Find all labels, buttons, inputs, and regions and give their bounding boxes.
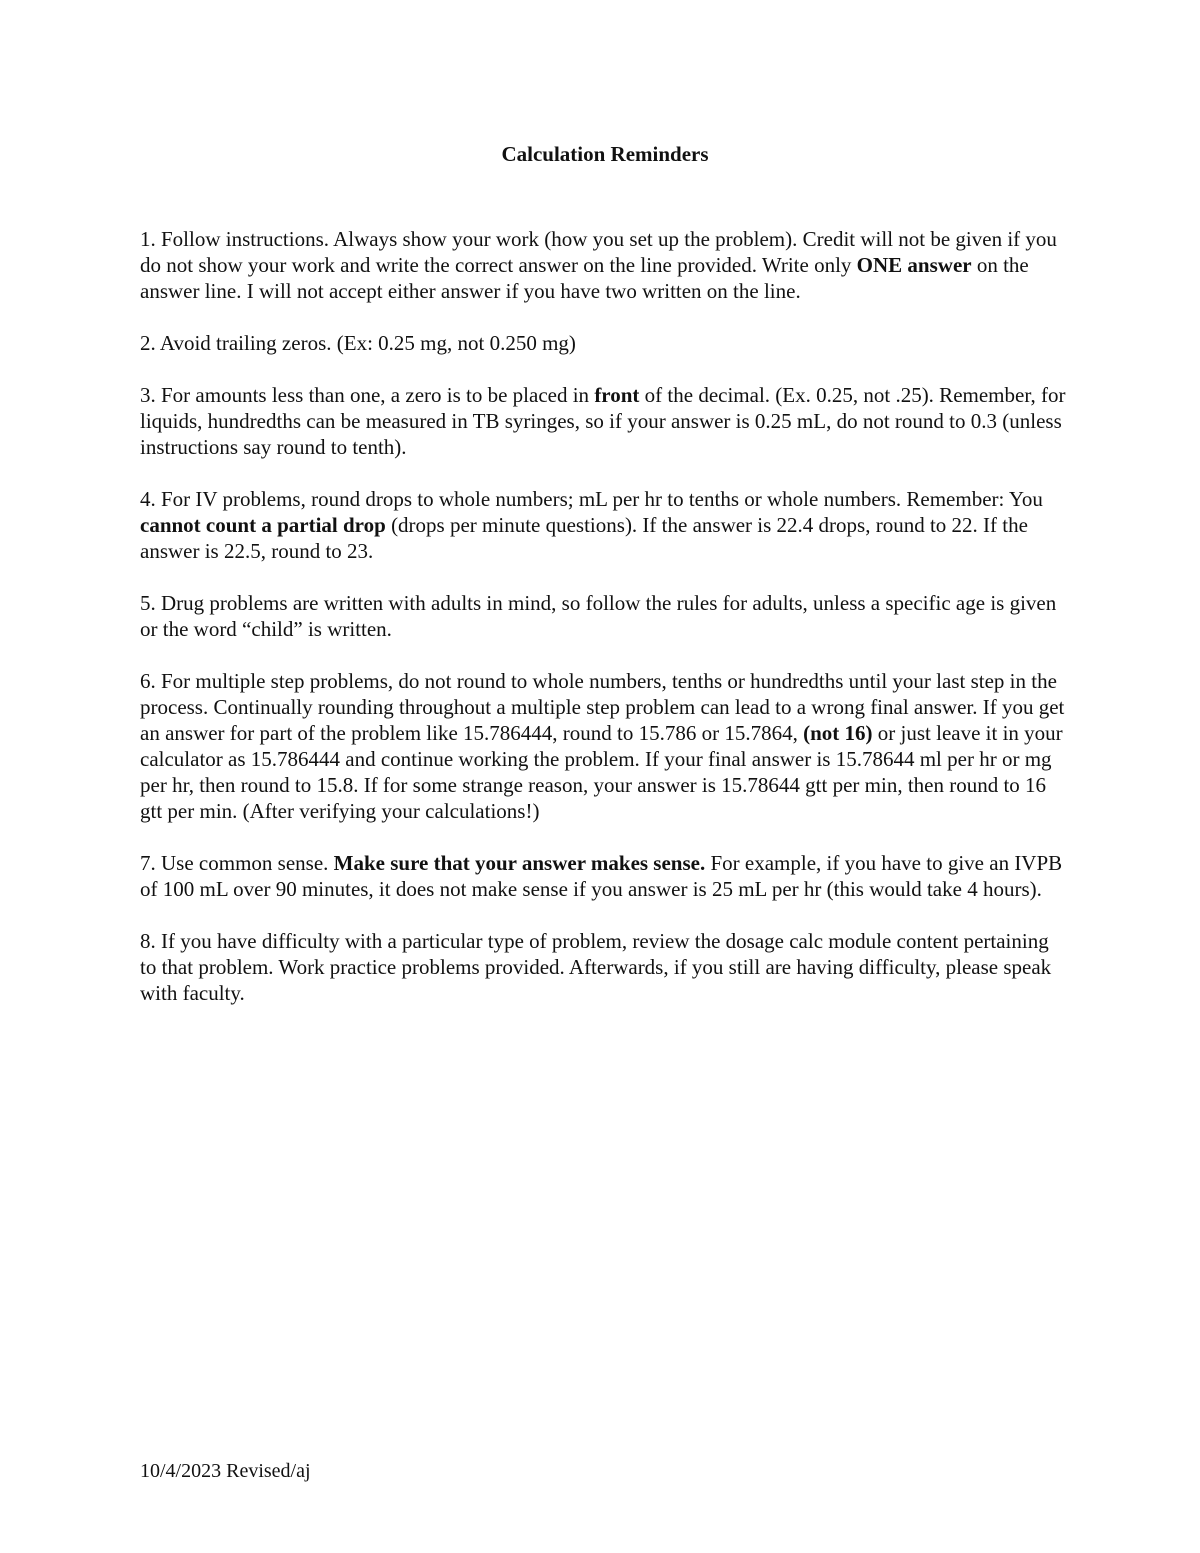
- reminder-text: on the answer line. I will not accept either answer if you have two written on the line.: [140, 253, 1029, 303]
- emphasis-text: Make sure that your answer makes sense.: [333, 851, 706, 875]
- reminder-text: 4. For IV problems, round drops to whole numbers; mL per hr to tenths or whole numbers. Remember: You: [140, 487, 1043, 511]
- reminder-text: For example, if you have to give an IVPB of 100 mL over 90 minutes, it does not make sense if you answer is 25 mL per hr (this would take 4 hours).: [140, 851, 1063, 901]
- reminder-text: 1. Follow instructions. Always show your work (how you set up the problem). Credit will not be given if you do not show your work and write the correct answer on the line provided. Write only: [140, 227, 1057, 277]
- reminder-item-3: [140, 382, 1070, 460]
- reminder-text: 3. For amounts less than one, a zero is to be placed in: [140, 383, 595, 407]
- reminder-item-2: [140, 330, 1070, 356]
- reminder-text: 5. Drug problems are written with adults in mind, so follow the rules for adults, unless a specific age is given or the word “child” is written.: [140, 591, 1057, 641]
- reminder-item-5: [140, 590, 1070, 642]
- reminder-text: 2. Avoid trailing zeros. (Ex: 0.25 mg, not 0.250 mg): [140, 331, 576, 355]
- emphasis-text: cannot count a partial drop: [140, 513, 386, 537]
- reminder-list: [140, 226, 1070, 1032]
- reminder-item-1: [140, 226, 1070, 304]
- reminder-text: 6. For multiple step problems, do not round to whole numbers, tenths or hundredths until your last step in the process. Continually rounding throughout a multiple step problem can lead to a wrong final answer. If you get an answer for part of the problem like 15.786444, round to 15.786 or 15.7864,: [140, 669, 1065, 745]
- reminder-text: 7. Use common sense.: [140, 851, 334, 875]
- reminder-item-7: [140, 850, 1070, 902]
- reminder-item-4: [140, 486, 1070, 564]
- reminder-text: of the decimal. (Ex. 0.25, not .25). Remember, for liquids, hundredths can be measured in TB syringes, so if your answer is 0.25 mL, do not round to 0.3 (unless instructions say round to tenth).: [140, 383, 1066, 459]
- revision-footer: 10/4/2023 Revised/aj: [140, 1460, 311, 1482]
- reminder-text: (drops per minute questions). If the answer is 22.4 drops, round to 22. If the answer is 22.5, round to 23.: [140, 513, 1028, 563]
- document-title: Calculation Reminders: [501, 142, 709, 166]
- reminder-item-6: [140, 668, 1070, 824]
- reminder-item-8: [140, 928, 1070, 1006]
- emphasis-text: ONE answer: [856, 253, 972, 277]
- emphasis-text: front: [594, 383, 640, 407]
- reminder-text: 8. If you have difficulty with a particular type of problem, review the dosage calc module content pertaining to that problem. Work practice problems provided. Afterwards, if you still are having difficulty, please speak with faculty.: [140, 929, 1052, 1005]
- reminder-text: or just leave it in your calculator as 15.786444 and continue working the problem. If your final answer is 15.78644 ml per hr or mg per hr, then round to 15.8. If for some strange reason, your answer is 15.78644 gtt per min, then round to 16 gtt per min. (After verifying your calculations!): [140, 721, 1063, 823]
- emphasis-text: (not 16): [803, 721, 873, 745]
